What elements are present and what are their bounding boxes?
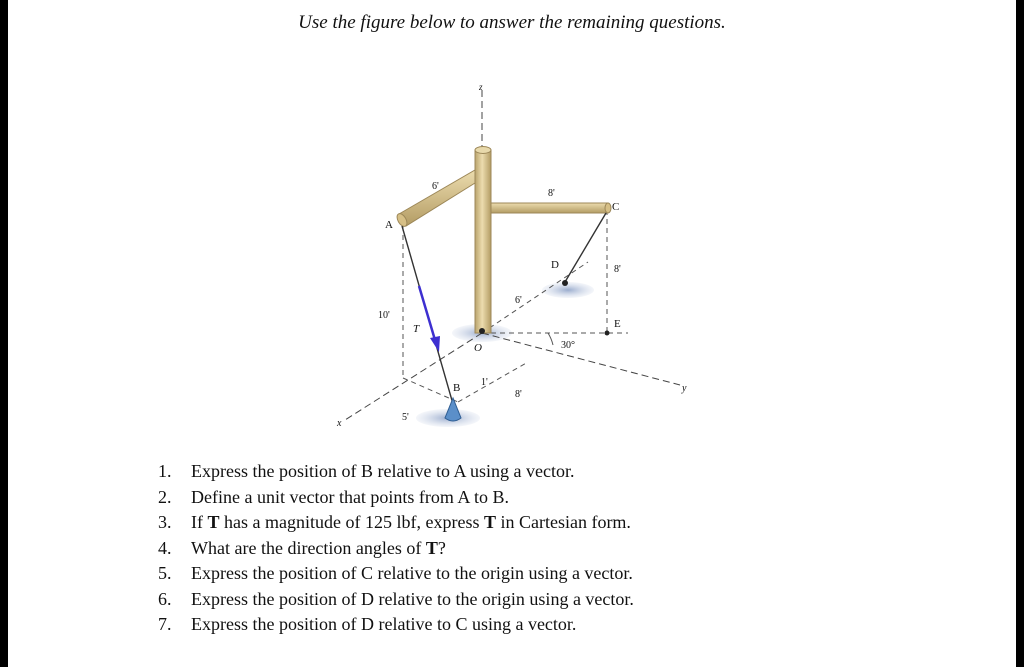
anchor-d [562,280,568,286]
question-text-part: has a magnitude of 125 lbf, express [219,512,484,532]
y-axis [482,333,680,385]
question-number: 1. [158,461,172,481]
question-text: Express the position of B relative to A using a vector. [191,461,575,481]
dim-angle: 30° [561,340,575,351]
dim-c-to-e: 8' [614,264,621,275]
question-text: Express the position of D relative to the origin using a vector. [191,588,634,609]
question-text [191,536,446,562]
question-item [158,612,634,638]
origin-point [479,328,485,334]
question-number: 3. [158,512,172,532]
point-e-label: E [614,318,621,330]
question-text-part: in Cartesian form. [495,512,631,532]
question-text-part: ? [437,537,446,558]
question-number: 7. [158,614,172,634]
pole-cap [475,147,491,154]
question-text: Define a unit vector that points from A to B. [191,486,509,507]
angle-arc [548,333,553,345]
dim-b-x: 5' [402,412,409,423]
tension-arrowhead [430,336,440,352]
dim-b-offset: 1' [481,377,488,388]
question-text-part: If [191,512,208,532]
dim-height-a: 10' [378,310,390,321]
arm-to-a [399,170,475,226]
dash-ground-ab [403,378,461,402]
dim-arm-a: 6' [432,181,439,192]
x-axis [345,333,482,420]
question-number: 6. [158,588,172,609]
x-axis-label: x [337,418,342,429]
question-text: Express the position of D relative to C using a vector. [191,614,577,634]
point-e [605,331,610,336]
dim-b-y: 8' [515,389,522,400]
point-d-label: D [551,259,559,271]
question-item [158,510,634,536]
question-number: 4. [158,537,172,558]
question-item [158,561,634,587]
question-item [158,536,634,562]
question-number: 2. [158,486,172,507]
cable-cd [565,213,606,282]
arm-c-end [605,203,611,213]
heading: Use the figure below to answer the remaining questions. [298,12,726,33]
ground-shadow-d [542,282,594,298]
question-text [191,510,631,536]
question-bold-vector: T [207,512,220,532]
question-number: 5. [158,563,172,583]
question-item [158,485,634,511]
tension-label: T [413,323,420,335]
dim-arm-c: 8' [548,188,555,199]
question-item [158,459,634,485]
question-item [158,587,634,613]
point-a-label: A [385,219,393,231]
point-c-label: C [612,201,620,213]
question-bold-vector: T [425,537,438,558]
statics-figure [8,0,1016,450]
arm-to-c [491,203,608,213]
question-text-part: What are the direction angles of [191,537,426,558]
dim-d-offset: 6' [515,295,522,306]
document-page [8,0,1016,667]
question-list [158,459,634,638]
question-bold-vector: T [483,512,496,532]
point-b-label: B [453,382,461,394]
point-o-label: O [474,342,482,354]
tension-arrow [419,286,435,340]
z-axis-label: z [479,82,483,92]
question-text: Express the position of C relative to the origin using a vector. [191,563,633,583]
y-axis-label: y [682,383,687,394]
vertical-pole [475,150,491,333]
